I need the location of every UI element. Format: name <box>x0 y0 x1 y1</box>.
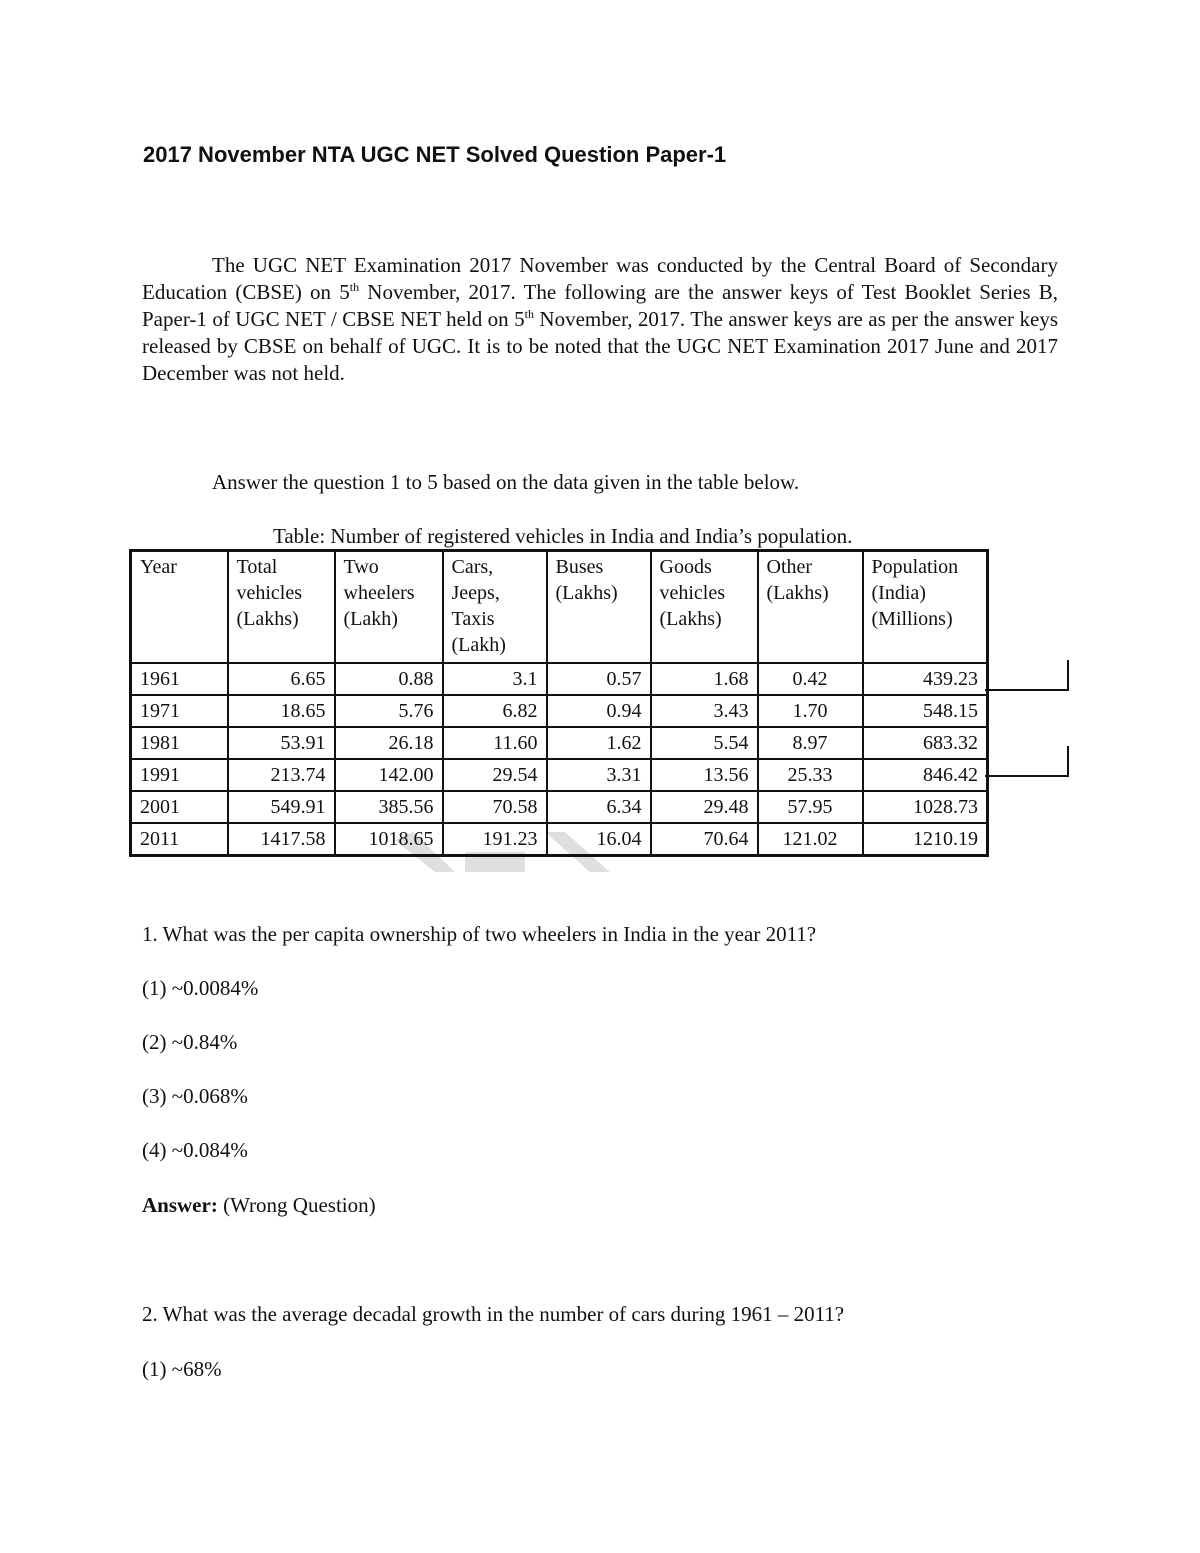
instruction-text: Answer the question 1 to 5 based on the data given in the table below. <box>212 470 800 494</box>
header-goods-vehicles: Goods vehicles (Lakhs) <box>651 551 758 664</box>
question-1-option: (4) ~0.084% <box>142 1138 248 1162</box>
cell-other: 1.70 <box>758 695 863 727</box>
cell-buses: 16.04 <box>547 823 651 856</box>
question-2: 2. What was the average decadal growth in the number of cars during 1961 – 2011? <box>142 1302 845 1326</box>
table-row <box>131 663 988 695</box>
cell-goods: 29.48 <box>651 791 758 823</box>
cell-two-wheelers: 0.88 <box>335 663 443 695</box>
table-row <box>131 759 988 791</box>
table-side-tick-1991 <box>1067 746 1069 777</box>
answer-label: Answer: <box>142 1193 218 1217</box>
question-1-option: (2) ~0.84% <box>142 1030 238 1054</box>
cell-total: 1417.58 <box>228 823 335 856</box>
cell-population: 1028.73 <box>863 791 988 823</box>
cell-year: 1981 <box>131 727 228 759</box>
cell-buses: 6.34 <box>547 791 651 823</box>
cell-total: 53.91 <box>228 727 335 759</box>
cell-goods: 13.56 <box>651 759 758 791</box>
page-title: 2017 November NTA UGC NET Solved Question Paper-1 <box>143 142 727 167</box>
cell-two-wheelers: 385.56 <box>335 791 443 823</box>
cell-buses: 3.31 <box>547 759 651 791</box>
table-header-row <box>131 551 988 664</box>
header-buses: Buses (Lakhs) <box>547 551 651 664</box>
header-cars: Cars, Jeeps, Taxis (Lakh) <box>443 551 547 664</box>
table-row <box>131 823 988 856</box>
cell-buses: 0.94 <box>547 695 651 727</box>
cell-population: 548.15 <box>863 695 988 727</box>
header-population: Population (India) (Millions) <box>863 551 988 664</box>
question-1-option: (1) ~0.0084% <box>142 976 259 1000</box>
table-side-tick-1961 <box>1067 660 1069 691</box>
header-other: Other (Lakhs) <box>758 551 863 664</box>
header-two-wheelers: Two wheelers (Lakh) <box>335 551 443 664</box>
cell-population: 846.42 <box>863 759 988 791</box>
cell-cars: 6.82 <box>443 695 547 727</box>
intro-text-1: The UGC NET Examination 2017 November was conducted by the Central Board of Secondary Education (CBSE) on 5 <box>142 253 1058 304</box>
cell-cars: 29.54 <box>443 759 547 791</box>
intro-superscript-2: th <box>524 307 534 321</box>
answer-value: (Wrong Question) <box>217 1193 376 1217</box>
vehicles-table <box>129 549 989 857</box>
cell-total: 6.65 <box>228 663 335 695</box>
cell-other: 8.97 <box>758 727 863 759</box>
table-row <box>131 791 988 823</box>
header-year: Year <box>131 551 228 664</box>
cell-two-wheelers: 1018.65 <box>335 823 443 856</box>
cell-population: 1210.19 <box>863 823 988 856</box>
table-row <box>131 695 988 727</box>
cell-population: 683.32 <box>863 727 988 759</box>
cell-year: 1971 <box>131 695 228 727</box>
intro-text-2: November, 2017. The following are the answer keys of Test Booklet Series B, Paper-1 of UGC NET / CBSE NET held on 5 <box>142 280 1058 331</box>
cell-other: 25.33 <box>758 759 863 791</box>
question-2-option: (1) ~68% <box>142 1357 222 1381</box>
cell-total: 18.65 <box>228 695 335 727</box>
cell-goods: 3.43 <box>651 695 758 727</box>
cell-cars: 191.23 <box>443 823 547 856</box>
cell-goods: 5.54 <box>651 727 758 759</box>
cell-year: 2001 <box>131 791 228 823</box>
intro-text-3: November, 2017. The answer keys are as per the answer keys released by CBSE on behalf of UGC. It is to be noted that the UGC NET Examination 2017 June and 2017 December was not held. <box>142 307 1058 385</box>
cell-year: 1991 <box>131 759 228 791</box>
cell-cars: 11.60 <box>443 727 547 759</box>
cell-cars: 70.58 <box>443 791 547 823</box>
cell-two-wheelers: 5.76 <box>335 695 443 727</box>
cell-buses: 0.57 <box>547 663 651 695</box>
cell-goods: 70.64 <box>651 823 758 856</box>
table-caption: Table: Number of registered vehicles in India and India’s population. <box>273 524 853 548</box>
question-1-answer <box>142 1193 376 1218</box>
intro-paragraph <box>142 252 1058 387</box>
table-side-line-1961 <box>985 689 1069 691</box>
intro-superscript-1: th <box>349 280 360 294</box>
cell-total: 213.74 <box>228 759 335 791</box>
question-1: 1. What was the per capita ownership of two wheelers in India in the year 2011? <box>142 922 817 946</box>
cell-population: 439.23 <box>863 663 988 695</box>
cell-other: 57.95 <box>758 791 863 823</box>
cell-total: 549.91 <box>228 791 335 823</box>
header-total-vehicles: Total vehicles (Lakhs) <box>228 551 335 664</box>
cell-two-wheelers: 142.00 <box>335 759 443 791</box>
cell-year: 1961 <box>131 663 228 695</box>
cell-cars: 3.1 <box>443 663 547 695</box>
cell-buses: 1.62 <box>547 727 651 759</box>
cell-other: 0.42 <box>758 663 863 695</box>
cell-other: 121.02 <box>758 823 863 856</box>
question-1-option: (3) ~0.068% <box>142 1084 248 1108</box>
cell-goods: 1.68 <box>651 663 758 695</box>
cell-year: 2011 <box>131 823 228 856</box>
table-row <box>131 727 988 759</box>
cell-two-wheelers: 26.18 <box>335 727 443 759</box>
table-side-line-1991 <box>985 775 1069 777</box>
